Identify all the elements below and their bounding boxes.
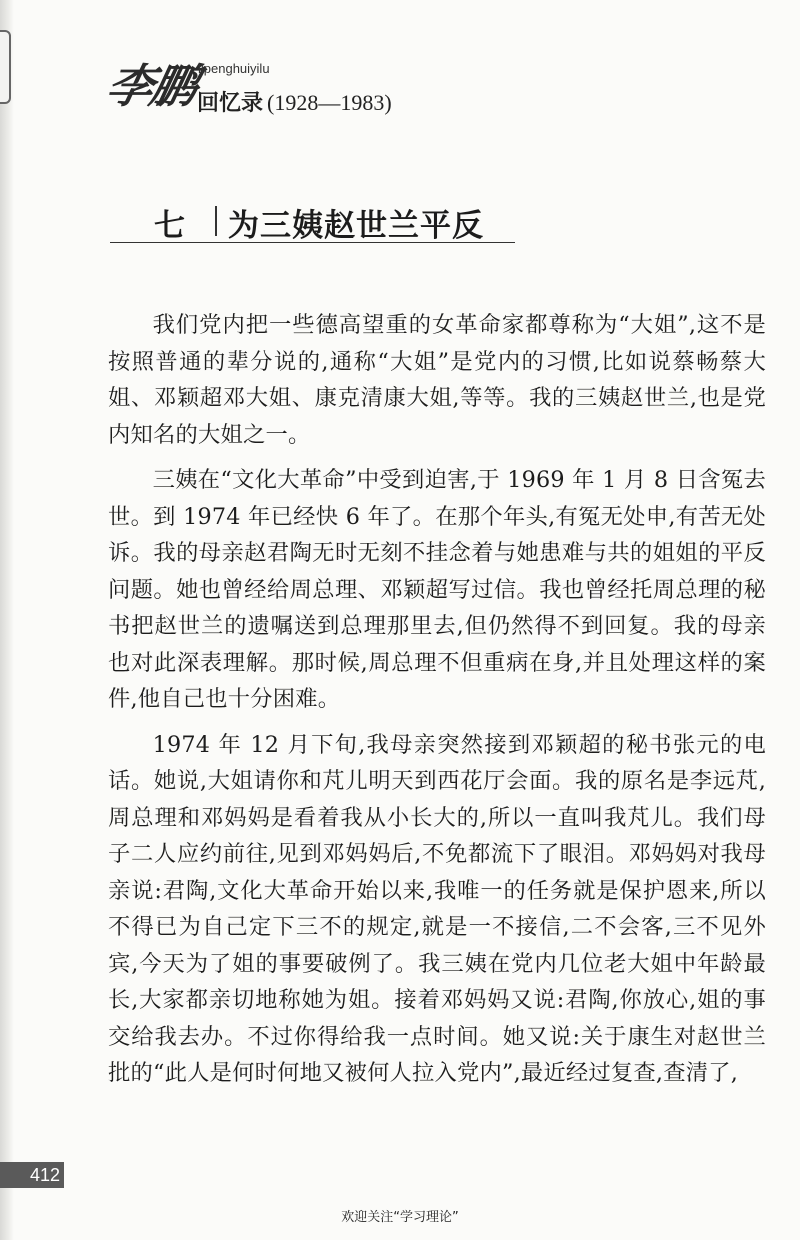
book-title xyxy=(197,86,392,117)
chapter-divider xyxy=(215,206,217,236)
header-pinyin: lipenghuiyilu xyxy=(198,61,270,76)
book-years: (1928—1983) xyxy=(267,90,392,115)
paragraph: 1974 年 12 月下旬,我母亲突然接到邓颖超的秘书张元的电话。她说,大姐请你和芃儿明天到西花厅会面。我的原名是李远芃,周总理和邓妈妈是看着我从小长大的,所以一直叫我芃儿。我们母子二人应约前往,见到邓妈妈后,不免都流下了眼泪。邓妈妈对我母亲说:君陶,文化大革命开始以来,我唯一的任务就是保护恩来,所以不得已为自己定下三不的规定,就是一不接信,二不会客,三不见外宾,今天为了姐的事要破例了。我三姨在党内几位老大姐中年龄最长,大家都亲切地称她为姐。接着邓妈妈又说:君陶,你放心,姐的事交给我去办。不过你得给我一点时间。她又说:关于康生对赵世兰批的“此人是何时何地又被何人拉入党内”,最近经过复查,查清了, xyxy=(108,731,766,1086)
binding-tab xyxy=(0,30,11,104)
book-title-text: 回忆录 xyxy=(197,91,264,116)
page-gutter xyxy=(0,0,14,1240)
body-text xyxy=(108,307,766,1101)
chapter-underline xyxy=(110,242,515,243)
footer-note: 欢迎关注“学习理论” xyxy=(341,1210,459,1225)
paragraph: 我们党内把一些德高望重的女革命家都尊称为“大姐”,这不是按照普通的辈分说的,通称“大姐”是党内的习惯,比如说蔡畅蔡大姐、邓颖超邓大姐、康克清康大姐,等等。我的三姨赵世兰,也是党内知名的大姐之一。 xyxy=(108,312,766,448)
chapter-heading xyxy=(110,200,515,250)
chapter-number: 七 xyxy=(154,208,185,244)
running-header xyxy=(101,50,508,120)
paragraph: 三姨在“文化大革命”中受到迫害,于 1969 年 1 月 8 日含冤去世。到 1974 年已经快 6 年了。在那个年头,有冤无处申,有苦无处诉。我的母亲赵君陶无时无刻不挂念着与她患难与共的姐姐的平反问题。她也曾经给周总理、邓颖超写过信。我也曾经托周总理的秘书把赵世兰的遗嘱送到总理那里去,但仍然得不到回复。我的母亲也对此深表理解。那时候,周总理不但重病在身,并且处理这样的案件,他自己也十分困难。 xyxy=(108,467,766,712)
chapter-title: 为三姨赵世兰平反 xyxy=(228,208,484,244)
page-number: 412 xyxy=(0,1162,64,1188)
author-signature-logo: 李鹏 xyxy=(101,59,202,113)
